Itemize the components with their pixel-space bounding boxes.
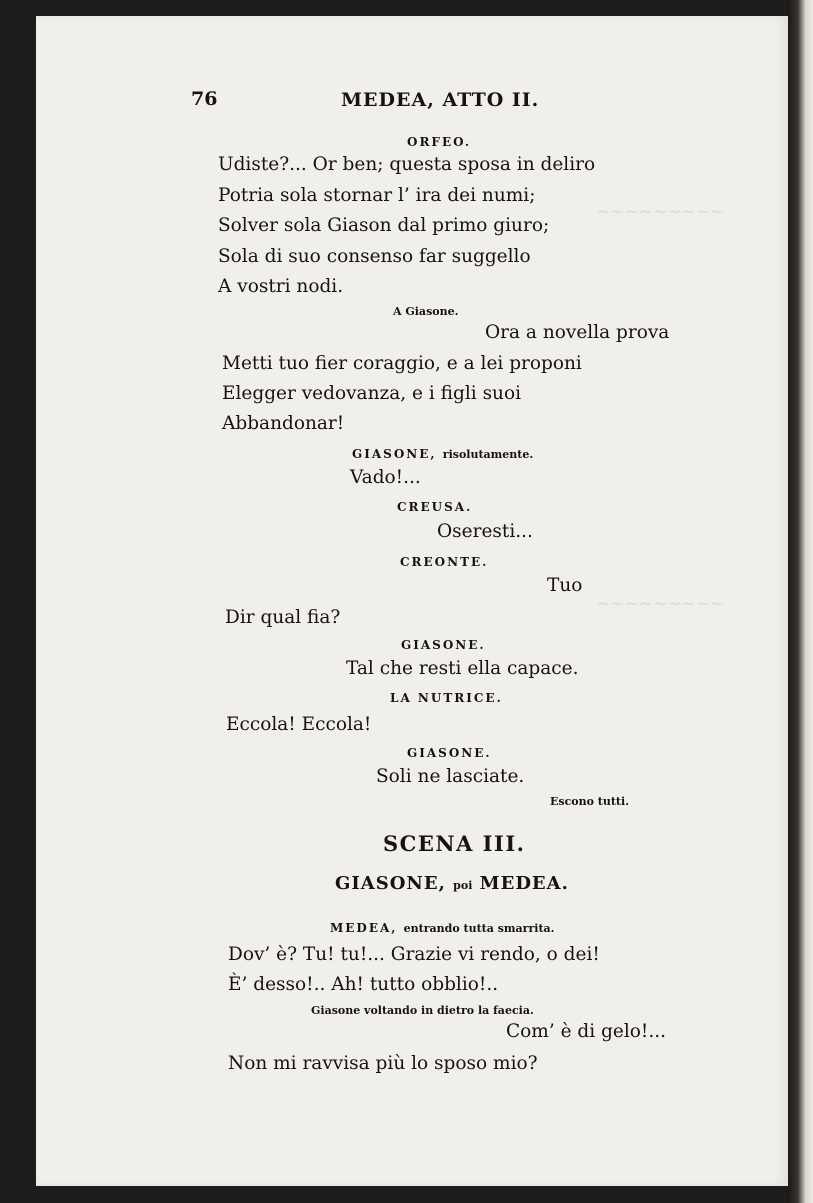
book-page bbox=[36, 16, 788, 1186]
verse-line: Udiste?... Or ben; questa sposa in deliro bbox=[218, 154, 596, 175]
verse-line: Dov’ è? Tu! tu!... Grazie vi rendo, o dei! bbox=[228, 944, 600, 965]
verse-line: Solver sola Giason dal primo giuro; bbox=[218, 215, 550, 236]
speaker-nutrice: LA NUTRICE. bbox=[390, 691, 503, 705]
verse-line: Elegger vedovanza, e i figli suoi bbox=[222, 383, 522, 404]
book-spine-edge bbox=[788, 0, 813, 1203]
character-name: GIASONE, bbox=[335, 873, 446, 894]
speaker-direction: entrando tutta smarrita. bbox=[403, 922, 555, 935]
show-through-text: ~~~~~~~~~ bbox=[596, 202, 725, 222]
speaker-giasone: GIASONE. bbox=[407, 746, 492, 760]
verse-line: Non mi ravvisa più lo sposo mio? bbox=[228, 1053, 538, 1074]
verse-line: A vostri nodi. bbox=[218, 276, 344, 297]
verse-line: Com’ è di gelo!... bbox=[506, 1021, 666, 1042]
speaker-creusa: CREUSA. bbox=[397, 500, 473, 514]
scene-characters bbox=[335, 873, 569, 894]
speaker-orfeo: ORFEO. bbox=[407, 135, 472, 149]
verse-line: Vado!... bbox=[350, 467, 421, 488]
verse-line: Oseresti... bbox=[437, 521, 533, 542]
verse-line: Tuo bbox=[547, 575, 583, 596]
verse-line: Ora a novella prova bbox=[485, 322, 670, 343]
verse-line: Sola di suo consenso far suggello bbox=[218, 246, 531, 267]
page-number: 76 bbox=[191, 88, 218, 110]
stage-direction: Escono tutti. bbox=[550, 795, 630, 808]
scene-heading: SCENA III. bbox=[383, 831, 526, 856]
speaker-name: GIASONE, bbox=[352, 447, 437, 461]
character-connector: poi bbox=[453, 879, 473, 892]
show-through-text: ~~~~~~~~~ bbox=[596, 594, 725, 614]
stage-direction: Giasone voltando in dietro la faecia. bbox=[311, 1004, 534, 1017]
verse-line: Dir qual fia? bbox=[225, 607, 341, 628]
verse-line: Soli ne lasciate. bbox=[376, 766, 525, 787]
speaker-creonte: CREONTE. bbox=[400, 555, 489, 569]
speaker-giasone: GIASONE. bbox=[401, 638, 486, 652]
verse-line: È’ desso!.. Ah! tutto obblio!.. bbox=[228, 974, 499, 995]
verse-line: Metti tuo fier coraggio, e a lei proponi bbox=[222, 353, 582, 374]
verse-line: Eccola! Eccola! bbox=[226, 714, 372, 735]
verse-line: Tal che resti ella capace. bbox=[346, 658, 579, 679]
verse-line: Potria sola stornar l’ ira dei numi; bbox=[218, 185, 536, 206]
speaker-direction: risolutamente. bbox=[442, 448, 534, 461]
running-title: MEDEA, ATTO II. bbox=[341, 89, 540, 111]
speaker-name: MEDEA, bbox=[330, 921, 398, 935]
character-name: MEDEA. bbox=[479, 873, 569, 894]
stage-direction: A Giasone. bbox=[393, 305, 459, 318]
speaker-giasone bbox=[352, 447, 533, 461]
speaker-medea bbox=[330, 921, 555, 935]
verse-line: Abbandonar! bbox=[222, 413, 345, 434]
